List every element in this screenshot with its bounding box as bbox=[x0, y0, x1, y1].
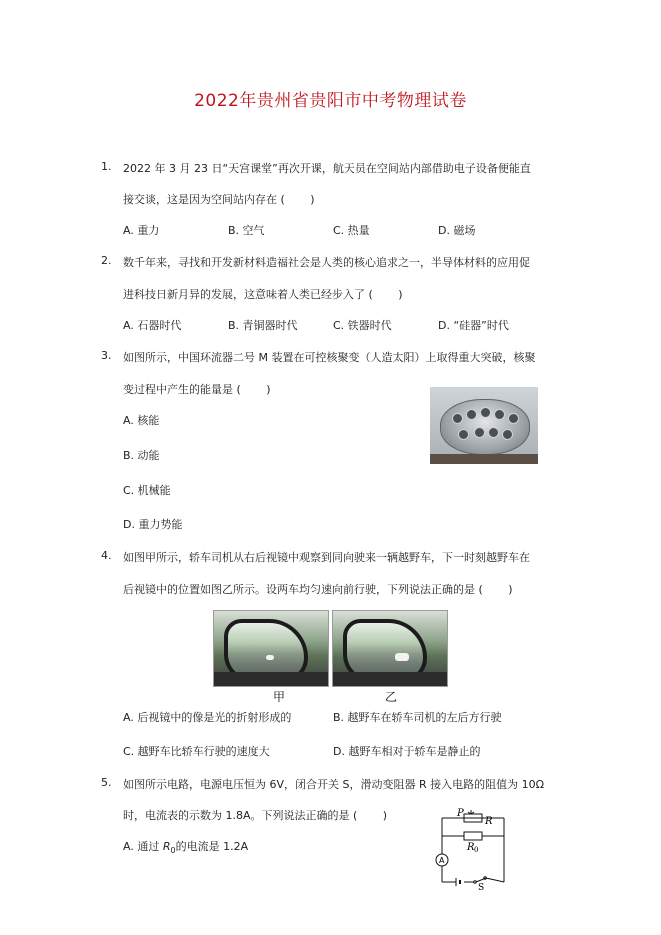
option-d: D. “硅器”时代 bbox=[438, 319, 509, 332]
option-d: D. 重力势能 bbox=[123, 518, 183, 531]
option-c: C. 热量 bbox=[333, 224, 370, 237]
circuit-label-r0: R bbox=[467, 842, 475, 853]
question-number: 4. bbox=[101, 549, 112, 562]
mirror-image-jia bbox=[213, 610, 329, 687]
question-text-line: 如图所示电路，电源电压恒为 6V，闭合开关 S，滑动变阻器 R 接入电路的阻值为 10Ω bbox=[123, 778, 545, 791]
option-a: A. 重力 bbox=[123, 224, 160, 237]
question-number: 3. bbox=[101, 349, 112, 362]
question-text-line: 变过程中产生的能量是 ( ) bbox=[123, 383, 271, 396]
option-b: B. 空气 bbox=[228, 224, 265, 237]
option-a: A. 通过 $R_0$的电流是 1.2A bbox=[123, 840, 249, 856]
question-text-line: 数千年来，寻找和开发新材料造福社会是人类的核心追求之一，半导体材料的应用促 bbox=[123, 256, 530, 269]
option-a: A. 后视镜中的像是光的折射形成的 bbox=[123, 711, 292, 724]
circuit-diagram bbox=[424, 808, 510, 890]
question-text-line: 后视镜中的位置如图乙所示。设两车均匀速向前行驶，下列说法正确的是 ( ) bbox=[123, 583, 513, 596]
circuit-label-r0-sub: 0 bbox=[474, 846, 479, 854]
option-a: A. 核能 bbox=[123, 414, 160, 427]
circuit-label-r: R bbox=[485, 816, 493, 827]
option-c: C. 铁器时代 bbox=[333, 319, 392, 332]
option-b: B. 青铜器时代 bbox=[228, 319, 298, 332]
question-text-line: 进科技日新月异的发展，这意味着人类已经步入了 ( ) bbox=[123, 288, 403, 301]
question-number: 5. bbox=[101, 776, 112, 789]
page-title: 2022年贵州省贵阳市中考物理试卷 bbox=[194, 91, 467, 111]
question-text-line: 时，电流表的示数为 1.8A。下列说法正确的是 ( ) bbox=[123, 809, 388, 822]
option-c: C. 越野车比轿车行驶的速度大 bbox=[123, 745, 270, 758]
question-text-line: 如图甲所示，轿车司机从右后视镜中观察到同向驶来一辆越野车，下一时刻越野车在 bbox=[123, 551, 530, 564]
option-d: D. 磁场 bbox=[438, 224, 476, 237]
question-text-line: 如图所示，中国环流器二号 M 装置在可控核聚变（人造太阳）上取得重大突破，核聚 bbox=[123, 351, 536, 364]
option-c: C. 机械能 bbox=[123, 484, 171, 497]
option-b: B. 动能 bbox=[123, 449, 160, 462]
fusion-reactor-image bbox=[430, 387, 538, 464]
question-number: 1. bbox=[101, 160, 112, 173]
circuit-label-p: P bbox=[457, 808, 464, 819]
option-d: D. 越野车相对于轿车是静止的 bbox=[333, 745, 481, 758]
caption-yi: 乙 bbox=[385, 690, 398, 704]
caption-jia: 甲 bbox=[273, 690, 286, 704]
question-text-line: 2022 年 3 月 23 日“天宫课堂”再次开课，航天员在空间站内部借助电子设备便能直 bbox=[123, 162, 531, 175]
question-number: 2. bbox=[101, 254, 112, 267]
mirror-image-yi bbox=[332, 610, 448, 687]
circuit-label-ammeter: A bbox=[439, 856, 445, 865]
question-text-line: 接交谈，这是因为空间站内存在 ( ) bbox=[123, 193, 315, 206]
option-a: A. 石器时代 bbox=[123, 319, 182, 332]
circuit-label-switch: S bbox=[478, 883, 485, 890]
option-b: B. 越野车在轿车司机的左后方行驶 bbox=[333, 711, 502, 724]
